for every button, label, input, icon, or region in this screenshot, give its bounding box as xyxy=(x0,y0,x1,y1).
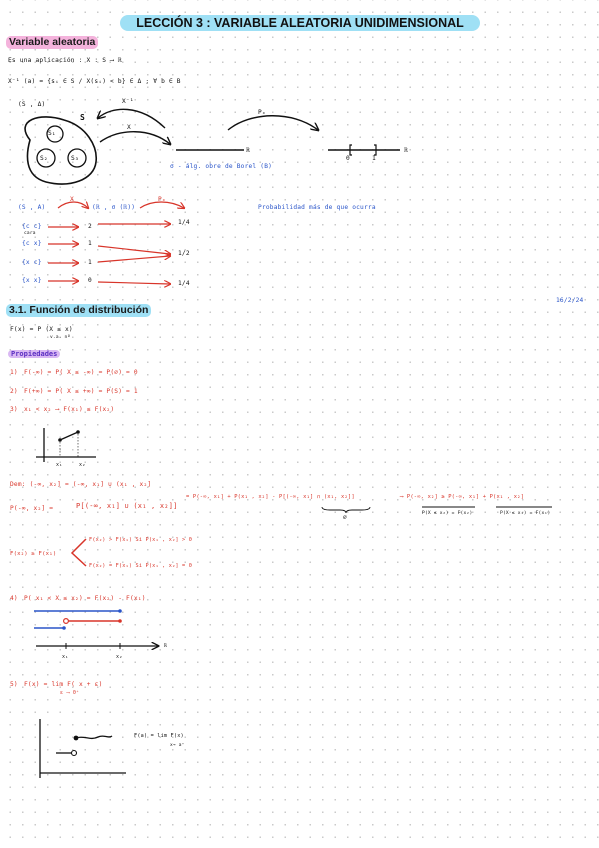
mapping-head-arrow-2 xyxy=(140,202,184,208)
outcome-xx: {x x} xyxy=(22,277,42,284)
value-cx: 1 xyxy=(88,240,92,247)
property-5-subscript: ε ⟶ 0⁺ xyxy=(60,690,80,696)
graph-4-x1: x₁ xyxy=(62,654,69,660)
definition-subscript: v.a. nº xyxy=(50,335,71,340)
real-line-label-1: ℝ xyxy=(246,147,250,154)
distribution-definition: F(x) = P (X ≤ x) xyxy=(10,326,73,333)
property-3-number: 3) xyxy=(10,406,18,413)
prob-cc: 1/4 xyxy=(178,219,190,226)
demonstration-line-2b: P[(-∞, x₁] ∪ (x₁ , x₂]] xyxy=(76,502,178,510)
graph-4-x2: x₂ xyxy=(116,654,123,660)
px-arrow xyxy=(228,116,318,130)
monotonic-graph xyxy=(36,428,96,462)
prob-xx: 1/4 xyxy=(178,280,190,287)
set-s3: S₃ xyxy=(71,155,79,162)
property-5: F(x) = lim F( x + ε) xyxy=(24,681,103,688)
graph-3-x1: x₁ xyxy=(56,462,63,468)
outcome-cc: {c c} xyxy=(22,223,42,230)
demonstration-line-2d: ⟶ P(-∞, x₂] ≥ P(-∞, x₁] + P(x₁ , x₂] xyxy=(400,494,525,500)
case-lhs: F(x₂) ≥ F(x₁) xyxy=(10,551,57,557)
right-continuity: F(a) = lim F(x) xyxy=(134,733,184,739)
property-4-number: 4) xyxy=(10,595,18,602)
property-1-number: 1) xyxy=(10,369,18,376)
outcome-xc: {x c} xyxy=(22,259,42,266)
measurable-space-label: (S , Δ) xyxy=(18,101,46,108)
tick-zero: 0 xyxy=(346,155,350,162)
mapping-head-px: Pₓ xyxy=(158,196,166,203)
mapping-head-left: (S , A) xyxy=(18,204,46,211)
graph-3-x2: x₂ xyxy=(79,462,86,468)
outcome-cc-sub: cara xyxy=(24,231,36,236)
property-2: F(+∞) = P( X ≤ +∞) = P(S) = 1 xyxy=(24,388,138,395)
value-xx: 0 xyxy=(88,277,92,284)
property-4: P( x₁ < X ≤ x₂) = F(x₂) - F(x₁) xyxy=(24,595,146,602)
right-continuity-graph xyxy=(40,719,126,778)
right-continuity-sub: x→ a⁺ xyxy=(170,743,185,748)
demonstration-line-2a: P(-∞, x₂] = xyxy=(10,505,54,512)
set-s2: S₂ xyxy=(40,155,48,162)
real-line-label-2: ℝ xyxy=(404,147,408,154)
tick-one: 1 xyxy=(372,155,376,162)
property-1: F(-∞) = P( X ≤ -∞) = P(∅) = 0 xyxy=(24,369,138,376)
map-arrow xyxy=(100,132,170,144)
underbrace-1: P(X ≤ x₂) = F(x₂) xyxy=(422,511,473,516)
section-heading-variable-aleatoria: Variable aleatoria xyxy=(6,36,98,49)
graph-4-R: ℝ xyxy=(164,643,168,649)
probability-note: Probabilidad más de que ocurra xyxy=(258,204,376,211)
interval-graph xyxy=(34,609,158,649)
mapping-head-arrow-1 xyxy=(58,202,88,208)
mapping-arrows xyxy=(48,224,170,284)
outcome-cx: {c x} xyxy=(22,240,42,247)
properties-heading: Propiedades xyxy=(8,350,60,358)
page-title: LECCIÓN 3 : VARIABLE ALEATORIA UNIDIMENSIONAL xyxy=(120,15,480,31)
px-label: Pₓ xyxy=(258,109,266,116)
mapping-head-x: X xyxy=(70,196,74,203)
date-stamp: 16/2/24 xyxy=(556,297,584,304)
case-equal: F(x₂) = F(x₁) Si P(x₁ , x₂] = 0 xyxy=(89,563,193,569)
inverse-image-line: X⁻¹ (a) = {sᵢ ∈ S / X(sᵢ) < b} ∈ Δ ; ∀ b ∈ B xyxy=(8,78,181,85)
empty-set-mark: ∅ xyxy=(343,514,347,521)
underbrace-2: P(X ≤ x₁) = F(x₁) xyxy=(500,511,551,516)
map-label-x: X xyxy=(127,124,131,131)
definition-line: Es una aplicación : X : S ⟶ ℝ xyxy=(8,57,122,64)
case-brace xyxy=(72,539,86,566)
property-5-number: 5) xyxy=(10,681,18,688)
mapping-head-mid: (ℝ , σ (ℝ)) xyxy=(92,204,136,211)
property-2-number: 2) xyxy=(10,388,18,395)
inverse-map-arrow xyxy=(98,109,165,128)
inverse-map-label: X⁻¹ xyxy=(122,98,134,105)
sample-space-label: S xyxy=(80,113,85,122)
underbrace xyxy=(322,507,370,513)
section-heading-funcion-distribucion: 3.1. Función de distribución xyxy=(6,304,151,317)
demonstration-line-2c: = P(-∞, x₁] + P(x₁ , x₂] - P[(-∞, x₁] ∩ (x₁, x₂]] xyxy=(186,494,355,500)
sample-space-blob xyxy=(25,117,96,184)
sigma-algebra-note: σ - álg. obre de Borel (B) xyxy=(170,163,273,170)
demonstration-line-1: Dem: (-∞, x₂] = (-∞, x₁] ∪ (x₁ , x₂] xyxy=(10,481,152,488)
case-strict: F(x₂) > F(x₁) Si P(x₁ , x₂] > 0 xyxy=(89,537,193,543)
value-xc: 1 xyxy=(88,259,92,266)
set-s1: S₁ xyxy=(48,130,56,137)
property-3: x₁ < x₂ ⟶ F(x₁) ≤ F(x₂) xyxy=(24,406,115,413)
value-cc: 2 xyxy=(88,223,92,230)
prob-cx-xc: 1/2 xyxy=(178,250,190,257)
